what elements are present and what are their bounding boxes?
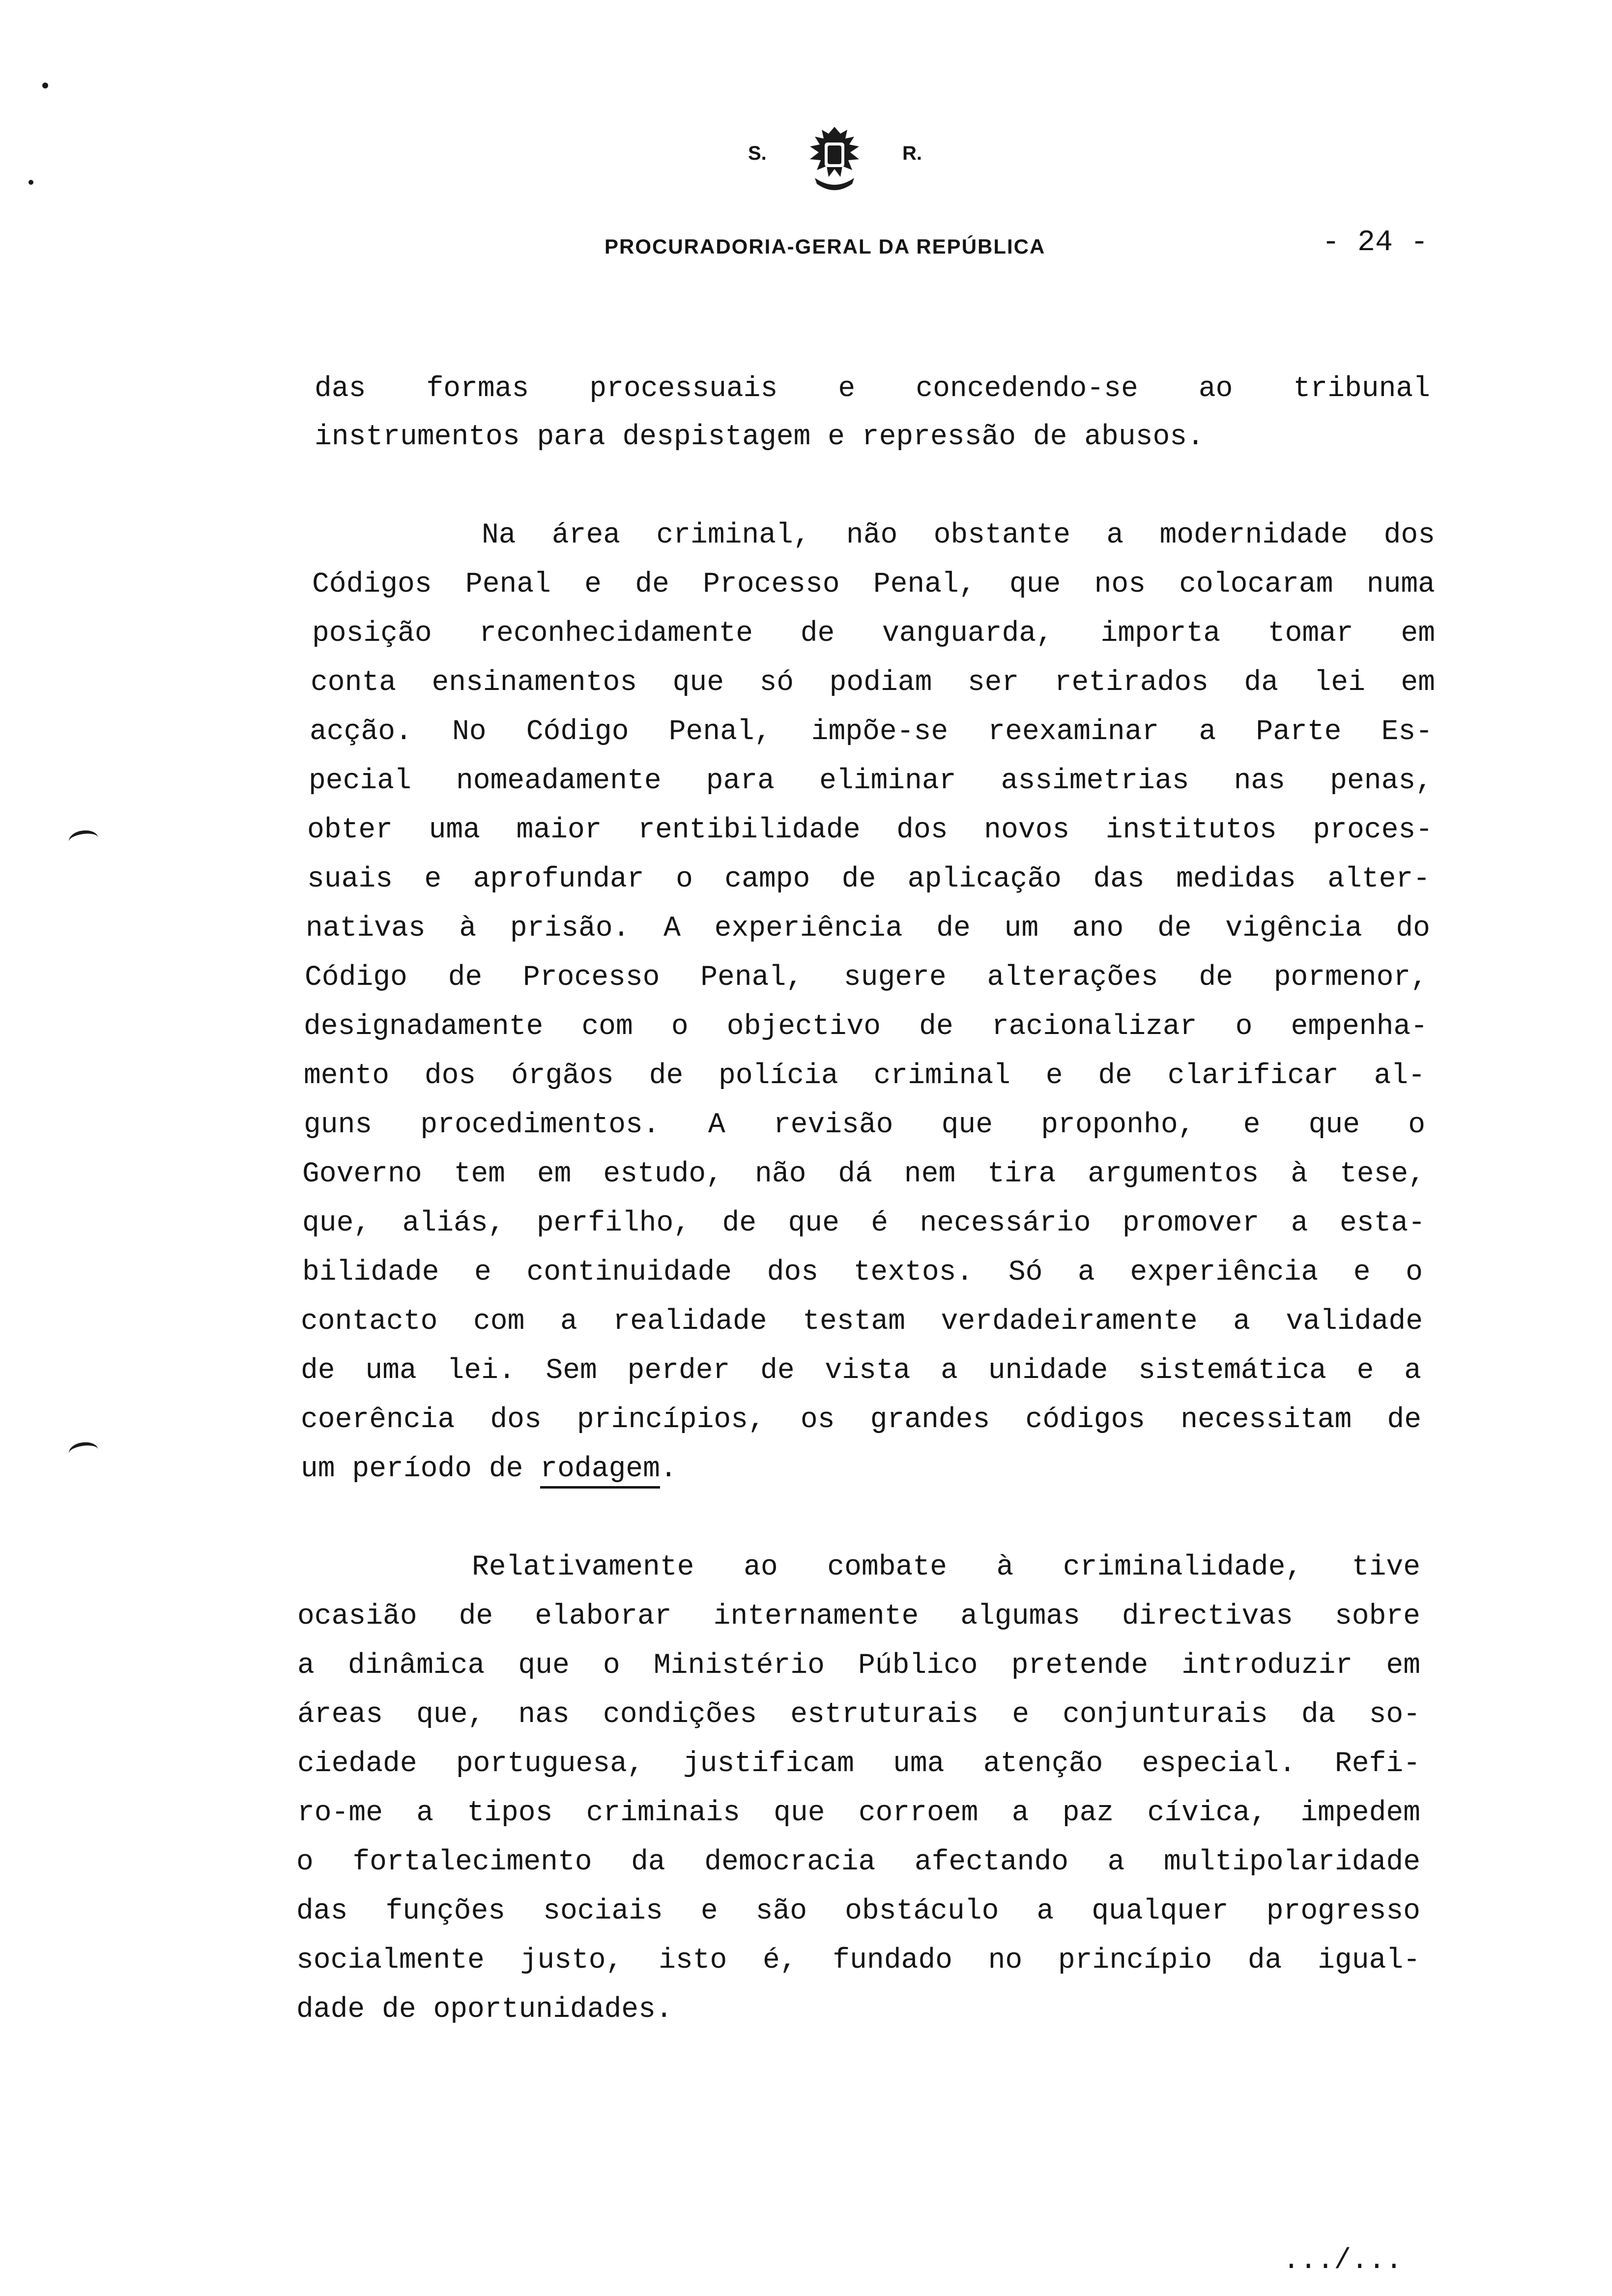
text-line: nativas à prisão. A experiência de um ano de vigência do [306,913,1430,945]
text-line: Na área criminal, não obstante a modernidade dos [482,519,1435,551]
text-line: Códigos Penal e de Processo Penal, que nos colocaram numa [312,569,1435,601]
text-line: das funções sociais e são obstáculo a qualquer progresso [296,1895,1420,1927]
text-line: ciedade portuguesa, justificam uma atenção especial. Refi- [297,1748,1420,1780]
text-line: Relativamente ao combate à criminalidade, tive [472,1551,1420,1583]
scan-speck [42,83,48,88]
text-line: conta ensinamentos que só podiam ser retirados da lei em [311,667,1435,699]
text-line: suais e aprofundar o campo de aplicação das medidas alter- [307,863,1430,895]
text-line: Código de Processo Penal, sugere alterações de pormenor, [305,962,1428,994]
text-line: que, aliás, perfilho, de que é necessário promover a esta- [302,1207,1425,1239]
text-line: pecial nomeadamente para eliminar assimetrias nas penas, [309,765,1433,797]
letterhead-s: S. [748,143,767,164]
coat-of-arms-icon [785,123,884,197]
text-line: coerência dos princípios, os grandes códigos necessitam de [301,1404,1421,1436]
text-line: das formas processuais e concedendo-se ao tribunal [315,373,1430,405]
text-line: mento dos órgãos de polícia criminal e de clarificar al- [304,1060,1425,1092]
text-line: de uma lei. Sem perder de vista a unidade sistemática e a [301,1355,1421,1387]
text-line: ro-me a tipos criminais que corroem a paz cívica, impedem [297,1797,1420,1829]
text-line: dade de oportunidades. [296,1994,673,2026]
text-line: instrumentos para despistagem e repressão de abusos. [315,421,1204,453]
letterhead-r: R. [902,143,922,164]
text-line-last [301,1445,677,1494]
continuation-mark: .../... [1283,2245,1403,2277]
underlined-word: rodagem [540,1453,660,1489]
page-number: - 24 - [1322,226,1429,259]
text-line: acção. No Código Penal, impõe-se reexaminar a Parte Es- [310,716,1433,748]
text-fragment: . [660,1453,677,1485]
text-line: ocasião de elaborar internamente algumas directivas sobre [297,1601,1420,1633]
text-line: bilidade e continuidade dos textos. Só a experiência e o [302,1257,1423,1289]
text-line: socialmente justo, isto é, fundado no princípio da igual- [296,1945,1420,1977]
text-line: áreas que, nas condições estruturais e conjunturais da so- [297,1699,1420,1731]
text-line: posição reconhecidamente de vanguarda, importa tomar em [312,618,1435,650]
organization-name: PROCURADORIA-GERAL DA REPÚBLICA [604,235,1046,258]
text-line: o fortalecimento da democracia afectando a multipolaridade [296,1846,1420,1878]
text-fragment: um período de [301,1453,541,1485]
text-line: obter uma maior rentibilidade dos novos institutos proces- [307,814,1433,846]
scan-speck [29,180,33,185]
text-line: Governo tem em estudo, não dá nem tira argumentos à tese, [302,1158,1425,1190]
text-line: a dinâmica que o Ministério Público pretende introduzir em [297,1650,1420,1682]
text-line: contacto com a realidade testam verdadeiramente a validade [301,1306,1423,1338]
text-line: guns procedimentos. A revisão que proponho, e que o [304,1109,1425,1141]
text-line: designadamente com o objectivo de racionalizar o empenha- [304,1011,1428,1043]
